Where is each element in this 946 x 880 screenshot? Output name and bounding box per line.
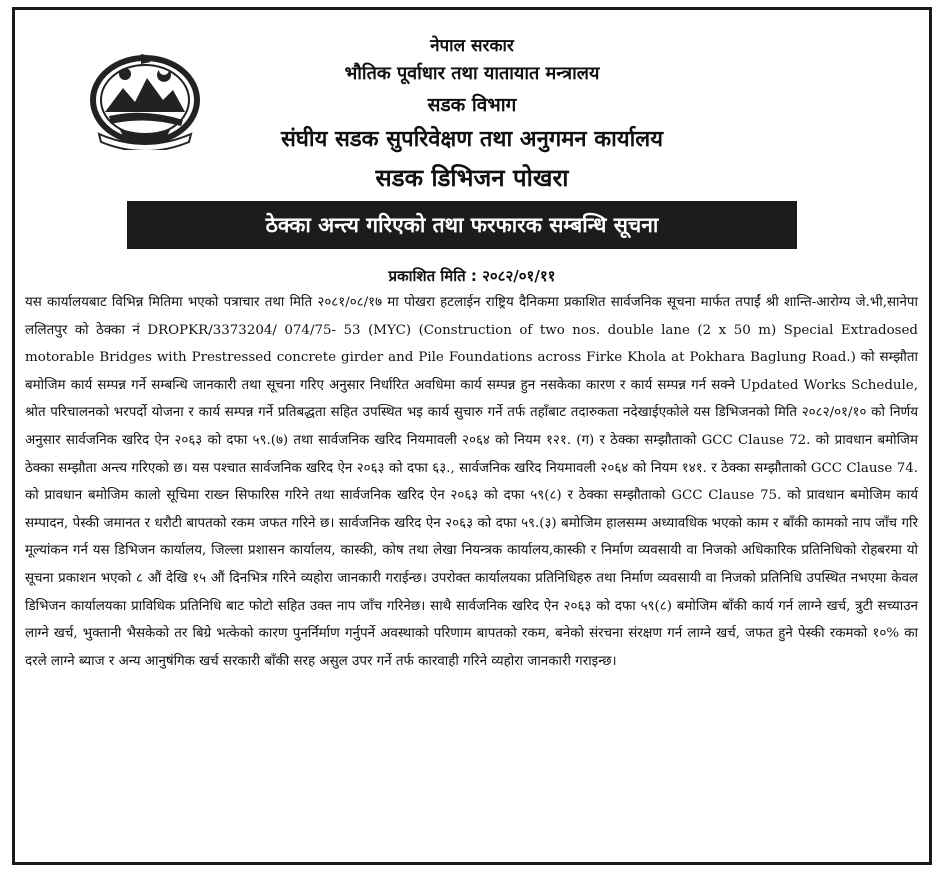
notice-title: ठेक्का अन्त्य गरिएको तथा फरफारक सम्बन्धि सूचना	[265, 213, 659, 237]
ministry-heading: भौतिक पूर्वाधार तथा यातायात मन्त्रालय	[344, 63, 600, 84]
notice-body: यस कार्यालयबाट विभिन्न मितिमा भएको पत्राचार तथा मिति २०८१/०८/१७ मा पोखरा हटलाईन राष्ट्रिय दैनिकमा प्रकाशित सार्वजनिक सूचना मार्फत तपाईं श्री शान्ति-आरोग्य जे.भी,सानेपा ललितपुर को ठेक्का नं DROPKR/3373204/ 074/75- 53 (MYC) (Construction of two nos. double lane (2 x 50 m) Special Extradosed motorable Bridges with Prestressed concrete girder and Pile Foundations across Firke Khola at Pokhara Baglung Road.) को सम्झौता बमोजिम कार्य सम्पन्न गर्ने सम्बन्धि जानकारी तथा सूचना गरिए अनुसार निर्धारित अवधिमा कार्य सम्पन्न हुन नसकेका कारण र कार्य सम्पन्न गर्न सक्ने Updated Works Schedule, श्रोत परिचालनको भरपर्दो योजना र कार्य सम्पन्न गर्ने प्रतिबद्धता सहित उपस्थित भइ कार्य सुचारु गर्ने तर्फ तहाँबाट तदारुकता नदेखाईएकोले यस डिभिजनको मिति २०८२/०१/१० को निर्णय अनुसार सार्वजनिक खरिद ऐन २०६३ को दफा ५९.(७) तथा सार्वजनिक खरिद नियमावली २०६४ को नियम १२१. (ग) र ठेक्का सम्झौताको GCC Clause 72. को प्रावधान बमोजिम ठेक्का सम्झौता अन्त्य गरिएको छ। यस पश्चात सार्वजनिक खरिद ऐन २०६३ को दफा ६३., सार्वजनिक खरिद नियमावली २०६४ को नियम १४१. र ठेक्का सम्झौताको GCC Clause 74. को प्रावधान बमोजिम कालो सूचिमा राख्न सिफारिस गरिने तथा सार्वजनिक खरिद ऐन २०६३ को दफा ५९(८) र ठेक्का सम्झौताको GCC Clause 75. को प्रावधान बमोजिम कार्य सम्पादन, पेस्की जमानत र धरौटी बापतको रकम जफत गरिने छ। सार्वजनिक खरिद ऐन २०६३ को दफा ५९.(३) बमोजिम हालसम्म अध्यावधिक भएको काम र बाँकी कामको नाप जाँच गरि मूल्यांकन गर्न यस डिभिजन कार्यालय, जिल्ला प्रशासन कार्यालय, कास्की, कोष तथा लेखा नियन्त्रक कार्यालय,कास्की र निर्माण व्यवसायी वा निजको अधिकारिक प्रतिनिधिको रोहबरमा यो सूचना प्रकाशन भएको ८ औं देखि १५ औं दिनभित्र गरिने व्यहोरा जानकारी गराईन्छ। उपरोक्त कार्यालयका प्रतिनिधिहरु तथा निर्माण व्यवसायी वा निजको प्रतिनिधि उपस्थित नभएमा केवल डिभिजन कार्यालयका प्राविधिक प्रतिनिधि बाट फोटो सहित उक्त नाप जाँच गरिनेछ। साथै सार्वजनिक खरिद ऐन २०६३ को दफा ५९(८) बमोजिम बाँकी कार्य गर्न लाग्ने खर्च, त्रुटी सच्याउन लाग्ने खर्च, भुक्तानी भैसकेको तर बिग्रे भत्केको कारण पुनर्निर्माण गर्नुपर्ने अवस्थाको परिणाम बापतको रकम, बनेको संरचना संरक्षण गर्न लाग्ने खर्च, जफत हुने पेस्की रकमको १०% का दरले लाग्ने ब्याज र अन्य आनुषंगिक खर्च सरकारी बाँकी सरह असुल उपर गर्ने तर्फ कारवाही गरिने व्यहोरा जानकारी गराइन्छ।	[25, 295, 918, 669]
published-date: प्रकाशित मिति : २०८२/०१/११	[388, 267, 556, 285]
office-heading: संघीय सडक सुपरिवेक्षण तथा अनुगमन कार्यालय	[281, 127, 663, 152]
government-heading: नेपाल सरकार	[430, 36, 514, 56]
division-heading: सडक डिभिजन पोखरा	[375, 164, 569, 192]
department-heading: सडक विभाग	[427, 94, 517, 116]
notice-frame	[12, 7, 932, 865]
notice-title-banner	[127, 201, 797, 249]
